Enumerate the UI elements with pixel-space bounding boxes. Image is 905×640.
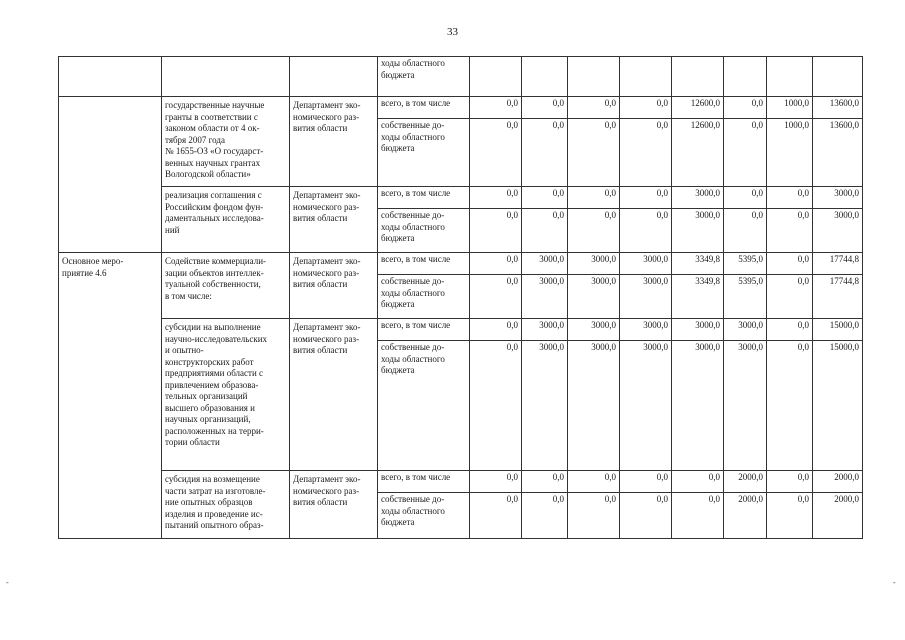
value-cell: 0,0 — [620, 209, 672, 253]
value-cell: 2000,0 — [724, 493, 767, 539]
value-cell: 0,0 — [620, 471, 672, 493]
value-cell: 0,0 — [724, 97, 767, 119]
value-cell: 3000,0 — [672, 187, 724, 209]
value-cell: 0,0 — [522, 97, 568, 119]
activity-line: и опытно- — [165, 345, 204, 355]
budget-table — [58, 56, 863, 539]
activity-line: гранты в соответствии с — [165, 111, 258, 122]
funding-source-cell — [378, 119, 470, 187]
value-cell: 3000,0 — [724, 341, 767, 471]
value-cell: 3000,0 — [672, 209, 724, 253]
executor-line: номического раз- — [293, 267, 360, 278]
value-cell: 0,0 — [724, 209, 767, 253]
funding-source-line: собственные до- — [381, 494, 445, 504]
funding-source-line: всего, в том числе — [381, 254, 451, 264]
value-cell: 5395,0 — [724, 253, 767, 275]
executor-line: Департамент эко- — [293, 190, 361, 200]
value-cell: 0,0 — [672, 493, 724, 539]
activity-line: тября 2007 года — [165, 134, 225, 145]
value-cell: 3000,0 — [568, 253, 620, 275]
budget-row — [59, 471, 863, 493]
activity-line: тельных организаций — [165, 391, 248, 401]
activity-cell — [162, 57, 290, 97]
executor-line: номического раз- — [293, 485, 360, 496]
activity-line: венных научных грантах — [165, 157, 261, 168]
value-cell — [470, 57, 522, 97]
budget-row — [59, 97, 863, 119]
budget-row — [59, 253, 863, 275]
funding-source-line: всего, в том числе — [381, 320, 451, 330]
executor-cell — [290, 187, 378, 253]
activity-line: № 1655-ОЗ «О государст- — [165, 146, 264, 156]
value-cell: 0,0 — [470, 209, 522, 253]
funding-source-cell — [378, 341, 470, 471]
value-cell: 3349,8 — [672, 253, 724, 275]
activity-line: субсидии на выполнение — [165, 322, 261, 332]
funding-source-cell — [378, 187, 470, 209]
funding-source-line: ходы областного — [381, 131, 445, 142]
activity-line: части затрат на изготовле- — [165, 485, 266, 496]
value-cell: 13600,0 — [813, 119, 863, 187]
page-number: 33 — [447, 26, 458, 38]
funding-source-line: бюджета — [381, 517, 415, 527]
activity-line: зации объектов интеллек- — [165, 267, 264, 278]
value-cell: 0,0 — [470, 253, 522, 275]
funding-source-cell — [378, 253, 470, 275]
value-cell: 0,0 — [470, 493, 522, 539]
activity-line: субсидия на возмещение — [165, 474, 260, 484]
executor-line: номического раз- — [293, 333, 360, 344]
activity-cell — [162, 471, 290, 539]
executor-line: вития области — [293, 279, 348, 289]
executor-line: вития области — [293, 123, 348, 133]
value-cell: 0,0 — [568, 119, 620, 187]
funding-source-line: бюджета — [381, 299, 415, 309]
funding-source-line: всего, в том числе — [381, 472, 451, 482]
activity-line: даментальных исследова- — [165, 213, 264, 223]
value-cell: 15000,0 — [813, 319, 863, 341]
value-cell — [620, 57, 672, 97]
funding-source-line: собственные до- — [381, 342, 445, 352]
main-event-cell — [59, 97, 162, 253]
value-cell: 0,0 — [522, 187, 568, 209]
activity-line: в том числе: — [165, 290, 212, 301]
activity-line: тории области — [165, 437, 220, 447]
value-cell: 1000,0 — [767, 119, 813, 187]
activity-line: Содействие коммерциали- — [165, 256, 267, 266]
executor-line: Департамент эко- — [293, 256, 361, 266]
value-cell — [813, 57, 863, 97]
activity-line: реализация соглашения с — [165, 190, 262, 200]
executor-cell — [290, 471, 378, 539]
value-cell: 0,0 — [470, 341, 522, 471]
funding-source-line: бюджета — [381, 233, 415, 243]
funding-source-line: собственные до- — [381, 120, 445, 130]
activity-cell — [162, 319, 290, 471]
value-cell: 2000,0 — [813, 493, 863, 539]
activity-cell — [162, 253, 290, 319]
value-cell: 3000,0 — [672, 319, 724, 341]
funding-source-line: ходы областного — [381, 505, 445, 516]
funding-source-line: бюджета — [381, 143, 415, 153]
value-cell: 0,0 — [568, 471, 620, 493]
value-cell: 3349,8 — [672, 275, 724, 319]
activity-line: расположенных на терри- — [165, 425, 264, 436]
value-cell: 1000,0 — [767, 97, 813, 119]
value-cell: 3000,0 — [813, 187, 863, 209]
value-cell: 0,0 — [724, 119, 767, 187]
value-cell: 2000,0 — [813, 471, 863, 493]
executor-cell — [290, 319, 378, 471]
funding-source-cell: ходы областного бюджета — [378, 57, 470, 97]
budget-row — [59, 319, 863, 341]
value-cell: 3000,0 — [522, 275, 568, 319]
executor-cell — [290, 97, 378, 187]
value-cell: 3000,0 — [620, 253, 672, 275]
value-cell: 0,0 — [767, 493, 813, 539]
value-cell: 15000,0 — [813, 341, 863, 471]
executor-line: вития области — [293, 213, 348, 223]
funding-source-cell — [378, 471, 470, 493]
activity-line: ние опытных образцов — [165, 497, 253, 507]
funding-source-cell — [378, 209, 470, 253]
value-cell: 12600,0 — [672, 97, 724, 119]
value-cell: 0,0 — [767, 341, 813, 471]
value-cell: 3000,0 — [672, 341, 724, 471]
value-cell: 3000,0 — [568, 341, 620, 471]
value-cell: 3000,0 — [522, 341, 568, 471]
funding-source-line: ходы областного — [381, 221, 445, 232]
value-cell: 3000,0 — [522, 253, 568, 275]
executor-line: номического раз- — [293, 201, 360, 212]
funding-source-cell — [378, 97, 470, 119]
value-cell: 0,0 — [672, 471, 724, 493]
value-cell — [724, 57, 767, 97]
value-cell: 0,0 — [568, 187, 620, 209]
value-cell: 0,0 — [724, 187, 767, 209]
value-cell: 0,0 — [568, 97, 620, 119]
main-event-line: приятие 4.6 — [62, 267, 107, 278]
executor-line: Департамент эко- — [293, 322, 361, 332]
funding-source-line: ходы областного — [381, 353, 445, 364]
value-cell: 0,0 — [620, 493, 672, 539]
value-cell: 3000,0 — [522, 319, 568, 341]
activity-line: пытаний опытного образ- — [165, 520, 264, 530]
executor-cell — [290, 57, 378, 97]
activity-line: предприятиями области с — [165, 368, 264, 378]
value-cell: 5395,0 — [724, 275, 767, 319]
executor-cell — [290, 253, 378, 319]
executor-line: вития области — [293, 497, 348, 507]
value-cell: 0,0 — [470, 119, 522, 187]
executor-line: Департамент эко- — [293, 474, 361, 484]
value-cell: 17744,8 — [813, 253, 863, 275]
value-cell: 0,0 — [620, 119, 672, 187]
value-cell: 0,0 — [620, 187, 672, 209]
value-cell: 3000,0 — [724, 319, 767, 341]
value-cell: 3000,0 — [568, 319, 620, 341]
funding-source-line: бюджета — [381, 365, 415, 375]
activity-line: Вологодской области» — [165, 169, 251, 179]
funding-source-line: всего, в том числе — [381, 98, 451, 108]
value-cell: 0,0 — [522, 471, 568, 493]
funding-source-line: собственные до- — [381, 276, 445, 286]
funding-source-line: собственные до- — [381, 210, 445, 220]
value-cell: 0,0 — [522, 493, 568, 539]
activity-line: Российским фондом фун- — [165, 201, 264, 212]
value-cell: 0,0 — [470, 97, 522, 119]
activity-line: законом области от 4 ок- — [165, 123, 260, 133]
budget-row — [59, 187, 863, 209]
value-cell: 3000,0 — [813, 209, 863, 253]
value-cell: 3000,0 — [620, 275, 672, 319]
activity-line: государственные научные — [165, 100, 265, 110]
value-cell: 0,0 — [470, 319, 522, 341]
value-cell: 2000,0 — [724, 471, 767, 493]
value-cell: 3000,0 — [620, 341, 672, 471]
executor-line: Департамент эко- — [293, 100, 361, 110]
funding-source-line: всего, в том числе — [381, 188, 451, 198]
activity-line: научных организаций, — [165, 414, 251, 424]
continuation-row — [59, 57, 863, 97]
activity-cell — [162, 97, 290, 187]
value-cell: 0,0 — [767, 187, 813, 209]
main-event-cell — [59, 57, 162, 97]
value-cell: 13600,0 — [813, 97, 863, 119]
value-cell: 0,0 — [767, 253, 813, 275]
value-cell: 0,0 — [568, 209, 620, 253]
value-cell: 12600,0 — [672, 119, 724, 187]
funding-source-cell — [378, 275, 470, 319]
activity-line: высшего образования и — [165, 402, 255, 413]
value-cell — [568, 57, 620, 97]
executor-line: вития области — [293, 345, 348, 355]
scan-edge-mark: - — [6, 578, 9, 587]
activity-line: научно-исследовательских — [165, 333, 268, 344]
value-cell: 0,0 — [767, 319, 813, 341]
funding-source-line: ходы областного — [381, 287, 445, 298]
activity-line: конструкторских работ — [165, 356, 254, 367]
value-cell: 0,0 — [522, 119, 568, 187]
value-cell: 17744,8 — [813, 275, 863, 319]
value-cell: 0,0 — [470, 471, 522, 493]
activity-line: привлечением образова- — [165, 379, 259, 390]
value-cell — [522, 57, 568, 97]
value-cell — [672, 57, 724, 97]
value-cell: 0,0 — [620, 97, 672, 119]
funding-source-cell — [378, 493, 470, 539]
value-cell: 0,0 — [568, 493, 620, 539]
value-cell: 0,0 — [470, 275, 522, 319]
executor-line: номического раз- — [293, 111, 360, 122]
main-event-cell — [59, 253, 162, 539]
value-cell — [767, 57, 813, 97]
activity-line: изделия и проведение ис- — [165, 508, 263, 519]
value-cell: 0,0 — [767, 209, 813, 253]
value-cell: 3000,0 — [568, 275, 620, 319]
value-cell: 0,0 — [522, 209, 568, 253]
main-event-line: Основное меро- — [62, 256, 124, 266]
activity-cell — [162, 187, 290, 253]
value-cell: 0,0 — [470, 187, 522, 209]
value-cell: 0,0 — [767, 275, 813, 319]
value-cell: 0,0 — [767, 471, 813, 493]
value-cell: 3000,0 — [620, 319, 672, 341]
scan-edge-mark: - — [893, 578, 896, 587]
funding-source-cell — [378, 319, 470, 341]
activity-line: туальной собственности, — [165, 279, 261, 289]
activity-line: ний — [165, 224, 180, 235]
